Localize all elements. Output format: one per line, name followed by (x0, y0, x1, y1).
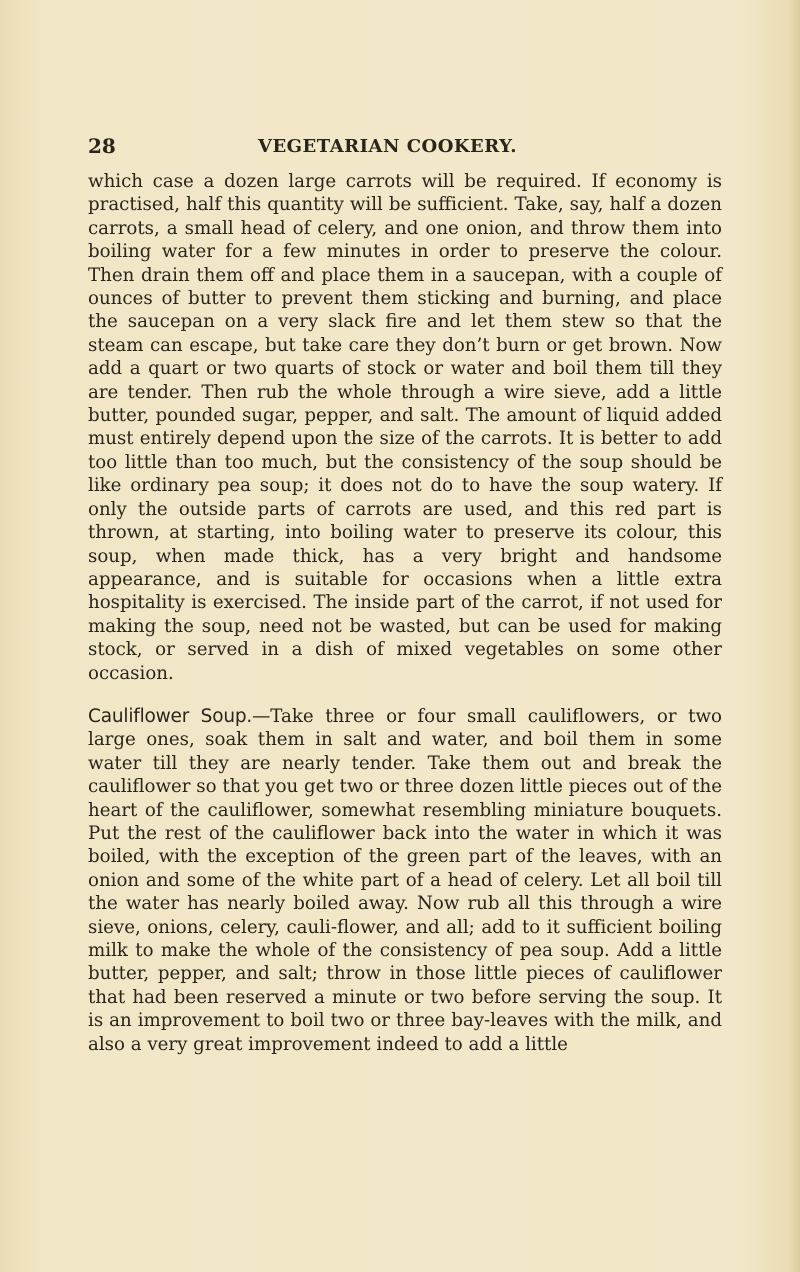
page-number: 28 (88, 134, 116, 158)
body-text (88, 170, 722, 1056)
page-header (88, 134, 722, 158)
paragraph-cauliflower-soup (88, 705, 722, 1056)
running-head: VEGETARIAN COOKERY. (258, 136, 517, 157)
section-title: Cauliflower Soup. (88, 705, 253, 727)
paragraph-carrot-soup: which case a dozen large carrots will be required. If economy is practised, half this quantity will be sufficient. Take, say, half a dozen carrots, a small head of celery, and one onion, and throw them into boiling water for a few minutes in order to preserve the colour. Then drain them off and place them in a saucepan, with a couple of ounces of butter to prevent them sticking and burning, and place the saucepan on a very slack fire and let them stew so that the steam can escape, but take care they don’t burn or get brown. Now add a quart or two quarts of stock or water and boil them till they are tender. Then rub the whole through a wire sieve, add a little butter, pounded sugar, pepper, and salt. The amount of liquid added must entirely depend upon the size of the carrots. It is better to add too little than too much, but the consistency of the soup should be like ordinary pea soup; it does not do to have the soup watery. If only the outside parts of carrots are used, and this red part is thrown, at starting, into boiling water to preserve its colour, this soup, when made thick, has a very bright and handsome appearance, and is suitable for occasions when a little extra hospitality is exercised. The inside part of the carrot, if not used for making the soup, need not be wasted, but can be used for making stock, or served in a dish of mixed vegetables on some other occasion. (88, 171, 722, 684)
cauliflower-soup-text: —Take three or four small cauliflowers, or two large ones, soak them in salt and water, and boil them in some water till they are nearly tender. Take them out and break the cauliflower so that you get two or three dozen little pieces out of the heart of the cauliflower, somewhat resembling miniature bouquets. Put the rest of the cauliflower back into the water in which it was boiled, with the exception of the green part of the leaves, with an onion and some of the white part of a head of celery. Let all boil till the water has nearly boiled away. Now rub all this through a wire sieve, onions, celery, cauli-flower, and all; add to it sufficient boiling milk to make the whole of the consistency of pea soup. Add a little butter, pepper, and salt; throw in those little pieces of cauliflower that had been reserved a minute or two before serving the soup. It is an improvement to boil two or three bay-leaves with the milk, and also a very great improvement indeed to add a little (88, 705, 722, 1055)
